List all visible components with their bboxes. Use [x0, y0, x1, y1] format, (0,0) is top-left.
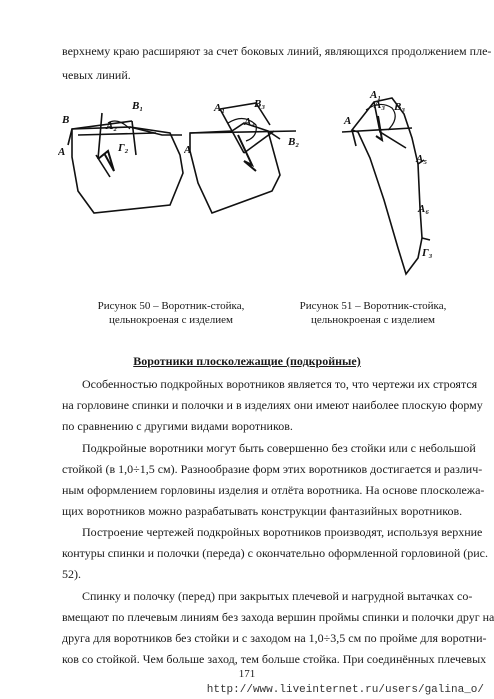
paragraph-line: 52). — [62, 567, 81, 581]
label-b2: B₂ — [288, 136, 300, 148]
paragraph-line: ным оформлением горловины изделия и отлёта воротника. На основе плосколежа- — [62, 483, 485, 497]
label-a2: A₂ — [106, 120, 118, 132]
label-a1: A₁ — [214, 102, 226, 114]
label-b1: B₁ — [132, 100, 144, 112]
label-a6: A₆ — [418, 203, 430, 215]
figure-50-collar-drawing — [58, 95, 198, 215]
paragraph-line: по сравнению с другими видами воротников. — [62, 419, 293, 433]
paragraph-line: Спинку и полочку (перед) при закрытых плечевой и нагрудной вытачках со- — [82, 589, 473, 603]
label-a3: A₃ — [374, 99, 386, 111]
label-a5: A₅ — [416, 153, 428, 165]
section-heading-text: Воротники плосколежащие (подкройные) — [133, 354, 361, 368]
label-a: A — [344, 115, 352, 127]
label-a: A — [58, 146, 66, 158]
paragraph-line: ков со стойкой. Чем больше заход, тем больше стойка. При соединённых плечевых — [62, 652, 487, 666]
intro-line-2: чевых линий. — [62, 68, 131, 82]
label-a1: A₁ — [370, 89, 382, 101]
label-g2: Г₂ — [118, 142, 129, 154]
paragraph-line: щих воротников можно разрабатывать конструкции фантазийных воротников. — [62, 504, 463, 518]
label-a: A — [184, 144, 192, 156]
paragraph-line: Особенностью подкройных воротников является то, что чертежи их строятся — [82, 377, 478, 391]
label-b3: B₃ — [394, 101, 406, 113]
paragraph-line: на горловине спинки и полочки и в изделиях они имеют наиболее плоскую форму — [62, 398, 483, 412]
figure-51-caption-line-1: Рисунок 51 – Воротник-стойка, — [299, 300, 447, 312]
paragraph-line: Подкройные воротники могут быть совершенно без стойки или с небольшой — [82, 441, 476, 455]
intro-line-1: верхнему краю расширяют за счет боковых линий, являющихся продолжением пле- — [62, 44, 492, 58]
figure-51-caption-line-2: цельнокроеная с изделием — [311, 314, 435, 326]
figure-52-collar-drawing — [322, 88, 442, 278]
paragraph-line: вмещают по плечевым линиям без захода вершин проймы спинки и полочки друг на — [62, 610, 494, 624]
paragraph-line: Построение чертежей подкройных воротников производят, используя верхние — [82, 525, 483, 539]
figure-51-collar-drawing — [184, 95, 314, 215]
figure-50-caption-line-2: цельнокроеная с изделием — [109, 314, 233, 326]
section-heading — [0, 354, 494, 369]
paragraph-line: стойкой (в 1,0÷1,5 см). Разнообразие форм этих воротников достигается и различ- — [62, 462, 483, 476]
label-g3: Г₃ — [422, 247, 433, 259]
page-number: 171 — [238, 668, 256, 680]
figure-50-caption-line-1: Рисунок 50 – Воротник-стойка, — [97, 300, 245, 312]
paragraph-line: друга для воротников без стойки и с заходом на 1,0÷3,5 см по пройме для воротни- — [62, 631, 487, 645]
label-b3: B₃ — [254, 98, 266, 110]
label-a4: A₄ — [244, 116, 256, 128]
source-url: http://www.liveinternet.ru/users/galina_o/ — [206, 684, 484, 696]
label-b: B — [62, 114, 70, 126]
paragraph-line: контуры спинки и полочки (переда) с окончательно оформленной горловиной (рис. — [62, 546, 488, 560]
